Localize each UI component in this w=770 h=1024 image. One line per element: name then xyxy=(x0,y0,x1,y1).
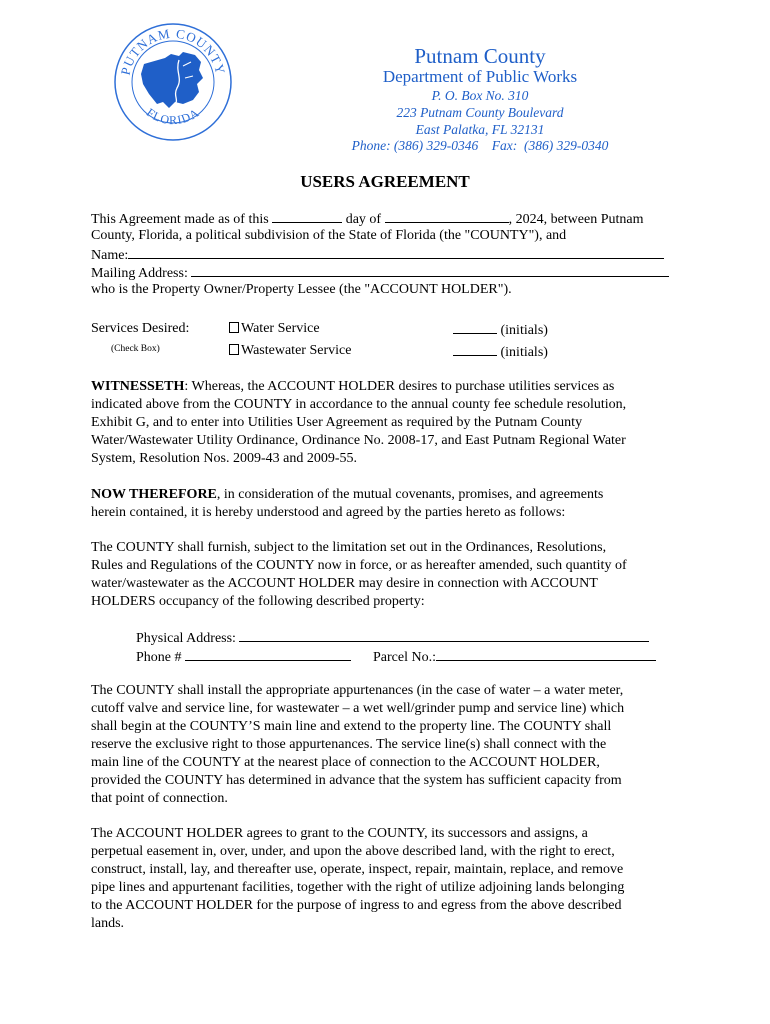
wastewater-service-checkbox[interactable] xyxy=(229,344,239,355)
easement-line-5: to the ACCOUNT HOLDER for the purpose of ingress to and egress from the above described xyxy=(91,898,622,913)
document-title: USERS AGREEMENT xyxy=(300,172,470,191)
water-service-option[interactable]: Water Service xyxy=(229,320,320,338)
wastewater-service-option[interactable]: Wastewater Service xyxy=(229,342,351,360)
witness-line-5: System, Resolution Nos. 2009-43 and 2009-55. xyxy=(91,451,357,466)
easement-line-1: The ACCOUNT HOLDER agrees to grant to the COUNTY, its successors and assigns, a xyxy=(91,826,588,841)
date-month-blank[interactable] xyxy=(385,209,509,223)
water-service-checkbox[interactable] xyxy=(229,322,239,333)
install-line-2: cutoff valve and service line, for wastewater – a wet well/grinder pump and service line) which xyxy=(91,701,625,716)
letterhead-pobox: P. O. Box No. 310 xyxy=(431,88,529,103)
install-line-4: reserve the exclusive right to those appurtenances. The service line(s) shall connect with the xyxy=(91,737,607,752)
intro-line-2: County, Florida, a political subdivision of the State of Florida (the "COUNTY"), and xyxy=(91,228,567,243)
date-day-blank[interactable] xyxy=(272,209,342,223)
witness-line-4: Water/Wastewater Utility Ordinance, Ordinance No. 2008-17, and East Putnam Regional Water xyxy=(91,433,626,448)
county-seal-logo xyxy=(113,22,233,142)
furnish-line-2: Rules and Regulations of the COUNTY now in force, or as hereafter amended, such quantity of xyxy=(91,558,627,573)
parcel-blank[interactable] xyxy=(436,647,656,661)
intro-line-1: This Agreement made as of this day of , 2024, between Putnam xyxy=(91,209,644,229)
furnish-line-1: The COUNTY shall furnish, subject to the limitation set out in the Ordinances, Resolutions, xyxy=(91,540,607,555)
water-initials-blank[interactable] xyxy=(453,320,497,334)
svg-text:FLORIDA: FLORIDA xyxy=(143,105,203,128)
phone-blank[interactable] xyxy=(185,647,351,661)
check-box-note: (Check Box) xyxy=(111,344,160,354)
easement-line-4: pipe lines and appurtenant facilities, together with the right of utilize adjoining lands belonging xyxy=(91,880,625,895)
wastewater-initials-line: (initials) xyxy=(453,342,548,362)
parcel-line: Parcel No.: xyxy=(373,647,656,667)
mailing-address-blank[interactable] xyxy=(191,263,669,277)
physical-address-blank[interactable] xyxy=(239,628,649,642)
furnish-line-4: HOLDERS occupancy of the following described property: xyxy=(91,594,425,609)
letterhead-city: East Palatka, FL 32131 xyxy=(415,122,545,137)
physical-address-line: Physical Address: xyxy=(136,628,649,648)
svg-text:PUTNAM COUNTY: PUTNAM COUNTY xyxy=(117,25,229,77)
name-blank[interactable] xyxy=(128,245,664,259)
name-line: Name: xyxy=(91,245,664,265)
witness-line-2: indicated above from the COUNTY in accordance to the annual county fee schedule resolution, xyxy=(91,397,627,412)
mailing-address-line: Mailing Address: xyxy=(91,263,669,283)
now-therefore-line-1: NOW THEREFORE, in consideration of the mutual covenants, promises, and agreements xyxy=(91,487,604,502)
services-label: Services Desired: xyxy=(91,321,190,336)
phone-line: Phone # xyxy=(136,647,351,667)
water-initials-line: (initials) xyxy=(453,320,548,340)
easement-line-2: perpetual easement in, over, under, and upon the above described land, with the right to erect, xyxy=(91,844,615,859)
wastewater-initials-blank[interactable] xyxy=(453,342,497,356)
letterhead-street: 223 Putnam County Boulevard xyxy=(396,105,564,120)
now-therefore-line-2: herein contained, it is hereby understood and agreed by the parties hereto as follows: xyxy=(91,505,566,520)
install-line-1: The COUNTY shall install the appropriate appurtenances (in the case of water – a water meter, xyxy=(91,683,624,698)
intro-line-5: who is the Property Owner/Property Lessee (the "ACCOUNT HOLDER"). xyxy=(91,282,512,297)
letterhead-department: Department of Public Works xyxy=(382,67,578,86)
witness-line-3: Exhibit G, and to enter into Utilities User Agreement as required by the Putnam County xyxy=(91,415,583,430)
install-line-3: shall begin at the COUNTY’S main line and extend to the property line. The COUNTY shall xyxy=(91,719,612,734)
easement-line-3: construct, install, lay, and thereafter use, operate, inspect, repair, maintain, replace, and remove xyxy=(91,862,624,877)
easement-line-6: lands. xyxy=(91,916,125,931)
furnish-line-3: water/wastewater as the ACCOUNT HOLDER may desire in connection with ACCOUNT xyxy=(91,576,598,591)
install-line-5: main line of the COUNTY at the nearest place of connection to the ACCOUNT HOLDER, xyxy=(91,755,600,770)
letterhead-phone-fax: Phone: (386) 329-0346 Fax: (386) 329-0340 xyxy=(351,138,609,153)
letterhead-county: Putnam County xyxy=(414,44,546,68)
witness-line-1: WITNESSETH: Whereas, the ACCOUNT HOLDER desires to purchase utilities services as xyxy=(91,379,615,394)
install-line-6: provided the COUNTY has determined in advance that the system has sufficient capacity from xyxy=(91,773,622,788)
install-line-7: that point of connection. xyxy=(91,791,228,806)
